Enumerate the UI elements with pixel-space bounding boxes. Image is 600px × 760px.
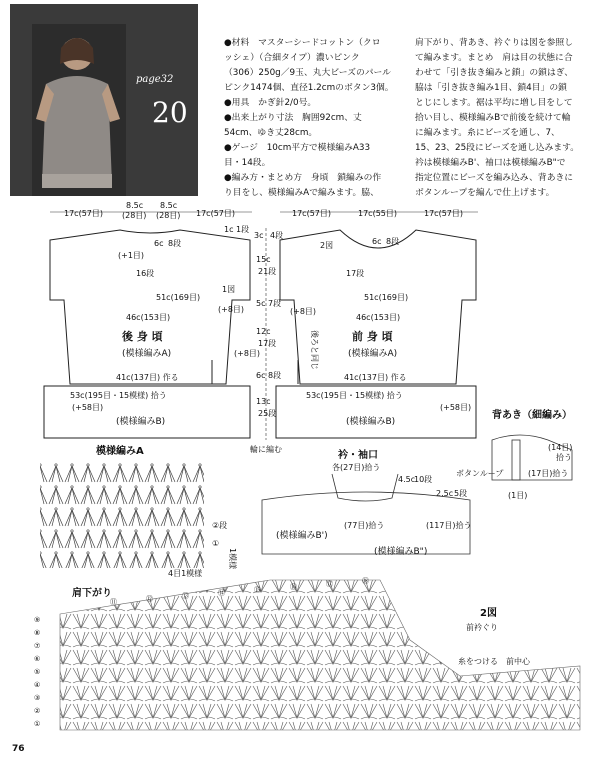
dim-label: 51c(169目) — [364, 293, 409, 302]
dim-label: 21段 — [258, 267, 277, 276]
instr-line: 拾い目し、模様編みBで前後を続けて輪 — [415, 113, 571, 123]
section-title: 肩下がり — [72, 588, 112, 599]
page-label: page32 — [136, 74, 174, 85]
dim-label: 53c(195目・15模様) 拾う — [306, 391, 403, 400]
dim-label: 41c(137目) 作る — [116, 373, 179, 382]
instr-line: 脇は「引き抜き編み1目、鎖4目」の鎖 — [415, 83, 567, 93]
model-figure — [32, 24, 126, 196]
dim-label: 8段 — [268, 371, 282, 380]
instr-line: （306）250g／9玉、丸大ビーズのパール — [224, 68, 391, 78]
dim-label: 10段 — [414, 475, 433, 484]
dim-label: 17c(57目) — [64, 209, 103, 218]
row-marker: ① — [212, 539, 220, 548]
dim-label: 17段 — [346, 269, 365, 278]
row-marker: ⑧ — [34, 629, 41, 637]
dim-label: (1目) — [508, 491, 528, 500]
collar-cuff-detail — [262, 448, 472, 557]
dim-label: 13c — [256, 397, 271, 406]
dim-label: 1c 1段 — [224, 225, 250, 234]
instructions-col-1 — [224, 36, 402, 201]
dim-label: 16段 — [136, 269, 155, 278]
back-opening-detail — [456, 408, 572, 500]
pattern-label: (模様編みB) — [346, 417, 396, 427]
row-marker: ① — [34, 720, 41, 728]
dim-label: 6c — [154, 239, 164, 248]
pattern-label: (模様編みB) — [116, 417, 166, 427]
dim-label: 46c(153目) — [126, 313, 171, 322]
dim-label: (17目)拾う — [528, 469, 569, 478]
dim-label: 17c(57目) — [424, 209, 463, 218]
dim-label: 拾う — [556, 453, 572, 462]
dim-label: (+58目) — [440, 403, 472, 412]
dim-label: 糸をつける — [458, 657, 498, 666]
pattern-label: (模様編みA) — [122, 349, 172, 359]
section-title: 模様編みA — [96, 446, 144, 457]
row-marker: ⑤ — [34, 668, 41, 676]
dim-label: (28目) — [122, 211, 147, 220]
instr-line: とじにします。裾は平均に増し目をして — [415, 98, 573, 108]
row-marker: ⑰ — [326, 580, 333, 588]
row-marker: ③ — [34, 694, 41, 702]
pattern-label: (模様編みB') — [276, 531, 328, 541]
dim-label: 15c — [256, 255, 271, 264]
instr-line: に編みます。糸にビーズを通し、7、 — [415, 128, 560, 138]
row-marker: ⑪ — [110, 598, 117, 606]
row-marker: ⑯ — [290, 583, 297, 591]
instructions-col-2 — [415, 36, 593, 201]
row-marker: ② — [34, 707, 41, 715]
instr-line: ●ゲージ 10cm平方で模様編みA33 — [224, 143, 371, 153]
fig-sub: 前衿ぐり — [466, 623, 498, 632]
row-marker: ⑱ — [362, 577, 369, 585]
dim-label: 2.5c — [436, 489, 454, 498]
instr-line: ボタンループを編んで仕上げます。 — [415, 188, 555, 198]
fig-ref: 2図 — [320, 241, 334, 250]
dim-label: (28目) — [156, 211, 181, 220]
dim-label: ボタンループ — [456, 469, 504, 478]
instr-line: ●用具 かぎ針2/0号。 — [224, 98, 317, 108]
instr-line: 15、23、25段にビーズを通し込みます。 — [415, 143, 580, 153]
instr-line: 肩下がり、背あき、衿ぐりは図を参照し — [415, 38, 573, 48]
dim-label: 8段 — [386, 237, 400, 246]
dim-label: 41c(137目) 作る — [344, 373, 407, 382]
piece-title: 後 身 頃 — [122, 330, 163, 343]
dim-label: 25段 — [258, 409, 277, 418]
instr-line: ●編み方・まとめ方 身頃 鎖編みの作 — [224, 173, 382, 183]
fig-ref: 2図 — [480, 608, 497, 619]
row-marker: ⑦ — [34, 642, 41, 650]
dim-label: (77目)拾う — [344, 521, 385, 530]
dim-label: 53c(195目・15模様) 拾う — [70, 391, 167, 400]
dim-label: (14目) — [548, 443, 573, 452]
model-photo — [10, 4, 198, 196]
dim-label: (+8目) — [218, 305, 245, 314]
front-body-schematic — [276, 209, 478, 438]
join-note: 輪に編む — [250, 445, 282, 454]
dim-label: 前中心 — [506, 657, 530, 666]
dim-label: 12c — [256, 327, 271, 336]
dim-label: 17c(57目) — [292, 209, 331, 218]
dim-label: 46c(153目) — [356, 313, 401, 322]
item-number: 20 — [152, 96, 188, 129]
row-marker: ⑫ — [146, 595, 153, 603]
instr-line: ●材料 マスターシードコットン（クロ — [224, 38, 381, 48]
instr-line: 54cm、ゆき丈28cm。 — [224, 128, 318, 138]
section-title: 背あき（細編み） — [492, 410, 572, 421]
dim-label: 4.5c — [398, 475, 416, 484]
instr-line: 指定位置にビーズを編み込み、背あきに — [415, 173, 574, 183]
dim-label: 6c — [372, 237, 382, 246]
instr-line: て編みます。まとめ 肩は目の状態に合 — [415, 53, 573, 63]
page-number: 76 — [12, 744, 25, 754]
dim-label: (+8目) — [234, 349, 261, 358]
dim-label: 8.5c — [160, 201, 178, 210]
dim-label: 51c(169目) — [156, 293, 201, 302]
row-marker: ⑮ — [254, 586, 261, 594]
join-diag: 後ろと同じ — [310, 330, 319, 370]
dim-label: 17段 — [258, 339, 277, 348]
back-body-schematic — [44, 201, 252, 438]
instr-line: わせて「引き抜き編みと鎖」の鎖はぎ、 — [415, 68, 573, 78]
instr-line: 目・14段。 — [224, 158, 271, 168]
row-marker: ⑥ — [34, 655, 41, 663]
row-marker: ⑨ — [34, 616, 41, 624]
instr-line: ピンク1474個、直径1.2cmのボタン3個。 — [224, 83, 394, 93]
dim-label: 8.5c — [126, 201, 144, 210]
dim-label: 17c(57目) — [196, 209, 235, 218]
pattern-label: (模様編みB") — [374, 547, 428, 557]
center-dimensions — [234, 228, 320, 454]
dim-label: 8段 — [168, 239, 182, 248]
dim-label: 3c — [254, 231, 264, 240]
dim-label: 4段 — [270, 231, 284, 240]
piece-title: 前 身 頃 — [352, 330, 393, 343]
row-marker: ⑭ — [218, 589, 225, 597]
section-title: 衿・袖口 — [338, 450, 378, 461]
instr-line: 衿は模様編みB'、袖口は模様編みB"で — [415, 158, 566, 168]
dim-label: 4目1模様 — [168, 569, 203, 578]
instr-line: ッシェ）（合細タイプ）濃いピンク — [224, 53, 360, 63]
row-marker: ②段 — [212, 521, 228, 530]
shoulder-chart — [60, 580, 580, 730]
pattern-diagram — [0, 196, 600, 744]
dim-label: 1模様 — [228, 548, 237, 570]
dim-label: 各(27目)拾う — [332, 463, 381, 472]
dim-label: 17c(55目) — [358, 209, 397, 218]
dim-label: 6c — [256, 371, 266, 380]
dim-label: 7段 — [268, 299, 282, 308]
dim-label: (+58目) — [72, 403, 104, 412]
dim-label: (+1目) — [118, 251, 145, 260]
dim-label: 5c — [256, 299, 266, 308]
row-marker: ④ — [34, 681, 41, 689]
dim-label: (+8目) — [290, 307, 317, 316]
instr-line: り目をし、模様編みAで編みます。脇、 — [224, 188, 379, 198]
row-marker: ⑬ — [182, 592, 189, 600]
pattern-label: (模様編みA) — [348, 349, 398, 359]
fig-ref: 1図 — [222, 285, 236, 294]
dim-label: 5段 — [454, 489, 468, 498]
dim-label: (117目)拾う — [426, 521, 472, 530]
instr-line: ●出来上がり寸法 胸囲92cm、丈 — [224, 113, 362, 123]
pattern-a-chart — [40, 444, 238, 578]
